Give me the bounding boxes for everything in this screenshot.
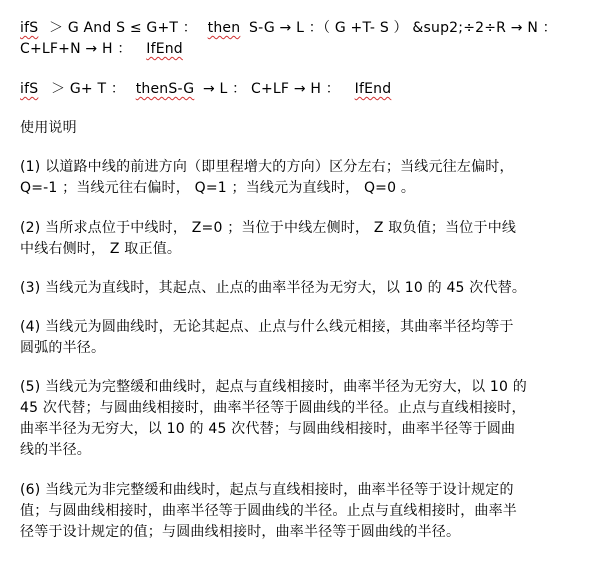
note-4-line-2: 圆弧的半径。 [20,340,106,356]
note-6-line-1: (6) 当线元为非完整缓和曲线时，起点与直线相接时，曲率半径等于设计规定的 [20,482,514,498]
note-5-line-4: 线的半径。 [20,442,91,458]
note-1-line-2: Q=-1 ；当线元往右偏时， Q=1 ；当线元为直线时， Q=0 。 [20,180,416,196]
note-5-line-3: 曲率半径为无穷大，以 10 的 45 次代替；与圆曲线相接时，曲率半径等于圆曲 [20,421,516,437]
formula-2-then: thenS-G [135,81,195,97]
formula-2-line [20,78,391,100]
note-5-line-1: (5) 当线元为完整缓和曲线时，起点与直线相接时，曲率半径为无穷大，以 10 的 [20,379,527,395]
formula-1-condition: ＞ G And S ≤ G+T ： [48,20,198,36]
formula-1-assignments: S-G → L ：（ G +T- S ） &sup2;÷2÷R → N ： [248,20,557,36]
formula-2-condition: ＞ G+ T ： [50,81,126,97]
note-6-line-3: 径等于设计规定的值；与圆曲线相接时，曲率半径等于圆曲线的半径。 [20,524,461,540]
note-3-line-1: (3) 当线元为直线时，其起点、止点的曲率半径为无穷大，以 10 的 45 次代替。 [20,280,527,296]
formula-1-line-1 [20,17,557,39]
formula-2-assignments: → L ： C+LF → H ： [202,81,340,97]
formula-1-then: then [207,20,241,36]
formula-1-line-2 [20,38,183,60]
formula-1-if: ifS [20,20,39,36]
note-6-line-2: 值；与圆曲线相接时，曲率半径等于圆曲线的半径。止点与直线相接时，曲率半 [20,503,517,519]
formula-2-if: ifS [20,81,39,97]
formula-1-end: IfEnd [146,41,183,57]
usage-heading: 使用说明 [20,120,77,136]
note-5-line-2: 45 次代替；与圆曲线相接时，曲率半径等于圆曲线的半径。止点与直线相接时， [20,400,526,416]
note-1-line-1: (1) 以道路中线的前进方向（即里程增大的方向）区分左右；当线元往左偏时， [20,159,514,175]
note-2-line-1: (2) 当所求点位于中线时， Z=0 ；当位于中线左侧时， Z 取负值；当位于中线 [20,220,517,236]
formula-2-end: IfEnd [354,81,392,97]
formula-1-output: C+LF+N → H ： [20,41,132,57]
note-2-line-2: 中线右侧时， Z 取正值。 [20,241,182,257]
note-4-line-1: (4) 当线元为圆曲线时，无论其起点、止点与什么线元相接，其曲率半径均等于 [20,319,514,335]
